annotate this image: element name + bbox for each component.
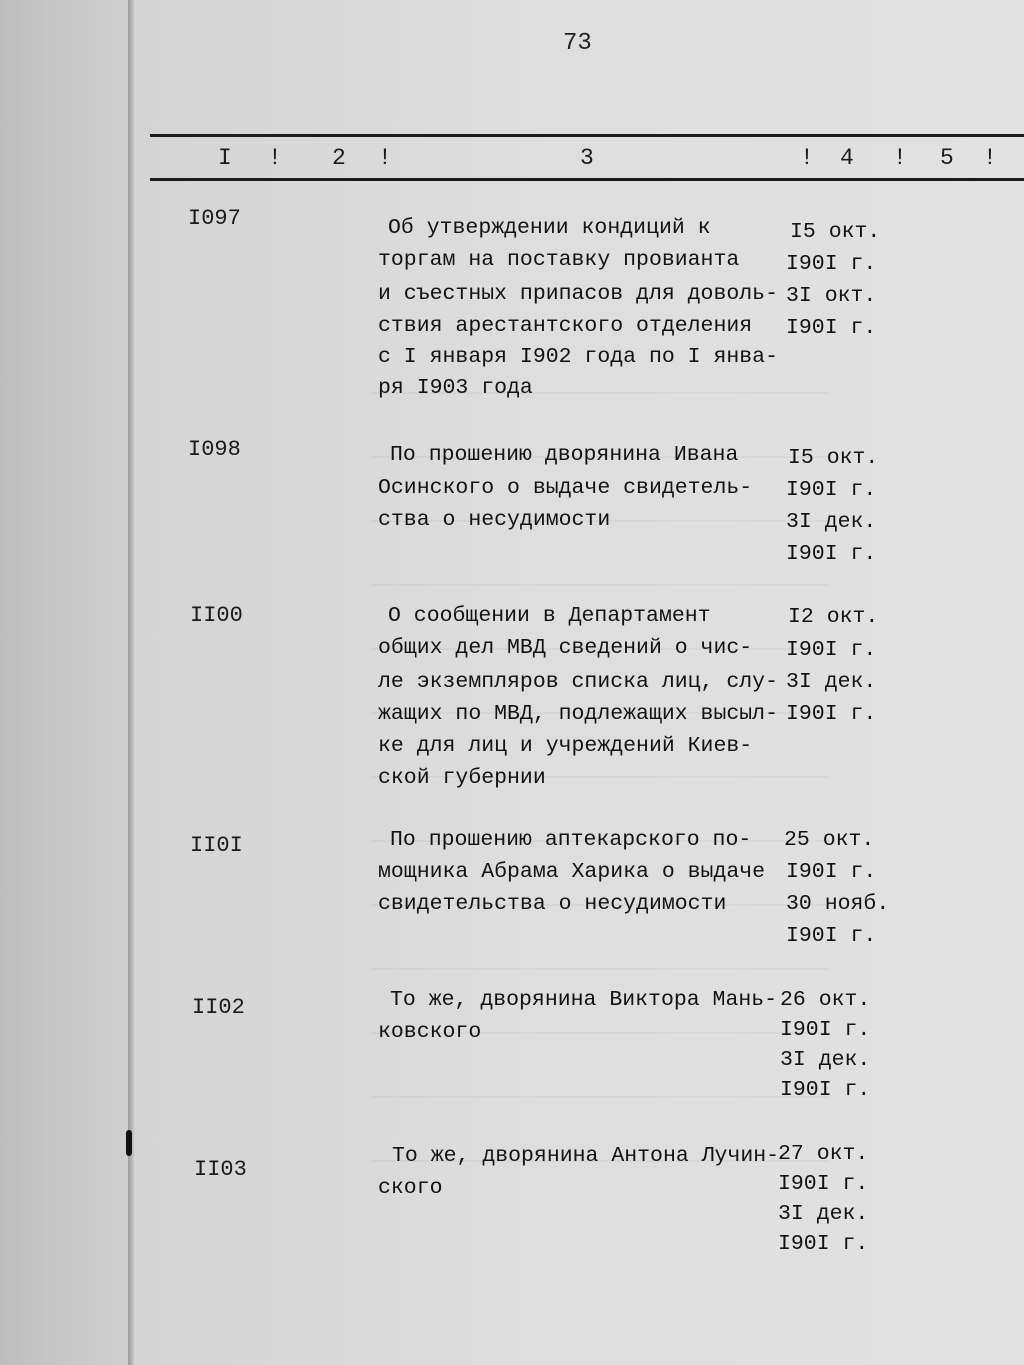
entry-title-line: ского xyxy=(378,1176,443,1200)
entry-end-date: 3I дек. xyxy=(786,670,877,694)
entry-title-line: ства о несудимости xyxy=(378,508,611,532)
entry-number: I097 xyxy=(188,206,241,231)
header-separator: ! xyxy=(800,145,814,171)
adjacent-page-edge xyxy=(0,0,132,1365)
entry-title-line: По прошению аптекарского по- xyxy=(390,828,752,852)
entry-title-line: ле экземпляров списка лиц, слу- xyxy=(378,670,778,694)
entry-number: II0I xyxy=(190,833,243,858)
table-header-bottom-rule xyxy=(150,178,1024,181)
entry-number: II02 xyxy=(192,995,245,1020)
table-header-top-rule xyxy=(150,134,1024,137)
entry-end-year: I90I г. xyxy=(786,542,877,566)
entry-title-line: Осинского о выдаче свидетель- xyxy=(378,476,753,500)
page-number: 73 xyxy=(563,30,592,57)
entry-end-date: 3I дек. xyxy=(778,1202,869,1226)
entry-title-line: То же, дворянина Антона Лучин- xyxy=(392,1144,780,1168)
entry-start-date: 25 окт. xyxy=(784,828,875,852)
header-separator: ! xyxy=(378,145,392,171)
entry-start-date: 26 окт. xyxy=(780,988,871,1012)
entry-title-line: свидетельства о несудимости xyxy=(378,892,727,916)
entry-title-line: О сообщении в Департамент xyxy=(388,604,711,628)
header-separator: ! xyxy=(893,145,907,171)
header-col-4: 4 xyxy=(840,145,854,171)
entry-end-date: 30 нояб. xyxy=(786,892,890,916)
header-col-1: I xyxy=(218,145,232,171)
entry-title-line: общих дел МВД сведений о чис- xyxy=(378,636,753,660)
entry-start-year: I90I г. xyxy=(786,638,877,662)
binding-mark xyxy=(126,1130,132,1156)
entry-end-year: I90I г. xyxy=(786,924,877,948)
entry-end-date: 3I дек. xyxy=(780,1048,871,1072)
entry-title-line: ствия арестантского отделения xyxy=(378,314,753,338)
entry-start-year: I90I г. xyxy=(786,478,877,502)
entry-end-year: I90I г. xyxy=(778,1232,869,1256)
entry-start-date: 27 окт. xyxy=(778,1142,869,1166)
entry-end-date: 3I окт. xyxy=(786,284,877,308)
entry-end-year: I90I г. xyxy=(780,1078,871,1102)
entry-start-date: I2 окт. xyxy=(788,605,879,629)
entry-number: I098 xyxy=(188,437,241,462)
entry-start-year: I90I г. xyxy=(786,860,877,884)
entry-end-date: 3I дек. xyxy=(786,510,877,534)
entry-start-year: I90I г. xyxy=(786,252,877,276)
entry-start-year: I90I г. xyxy=(778,1172,869,1196)
entry-number: II03 xyxy=(194,1157,247,1182)
entry-title-line: ской губернии xyxy=(378,766,546,790)
entry-title-line: с I января I902 года по I янва- xyxy=(378,345,778,369)
entry-start-date: I5 окт. xyxy=(788,446,879,470)
entry-title-line: То же, дворянина Виктора Мань- xyxy=(390,988,778,1012)
header-col-2: 2 xyxy=(332,145,346,171)
header-separator: ! xyxy=(983,145,997,171)
entry-end-year: I90I г. xyxy=(786,702,877,726)
header-col-3: 3 xyxy=(580,145,594,171)
entry-number: II00 xyxy=(190,603,243,628)
entry-title-line: ря I903 года xyxy=(378,376,533,400)
entry-start-date: I5 окт. xyxy=(790,220,881,244)
entry-title-line: торгам на поставку провианта xyxy=(378,248,740,272)
header-col-5: 5 xyxy=(940,145,954,171)
entry-title-line: ковского xyxy=(378,1020,482,1044)
header-separator: ! xyxy=(268,145,282,171)
entry-end-year: I90I г. xyxy=(786,316,877,340)
entry-title-line: Об утверждении кондиций к xyxy=(388,216,711,240)
entry-title-line: ке для лиц и учреждений Киев- xyxy=(378,734,753,758)
entry-start-year: I90I г. xyxy=(780,1018,871,1042)
entry-title-line: По прошению дворянина Ивана xyxy=(390,443,739,467)
entry-title-line: и съестных припасов для доволь- xyxy=(378,282,778,306)
entry-title-line: мощника Абрама Харика о выдаче xyxy=(378,860,766,884)
entry-title-line: жащих по МВД, подлежащих высыл- xyxy=(378,702,778,726)
